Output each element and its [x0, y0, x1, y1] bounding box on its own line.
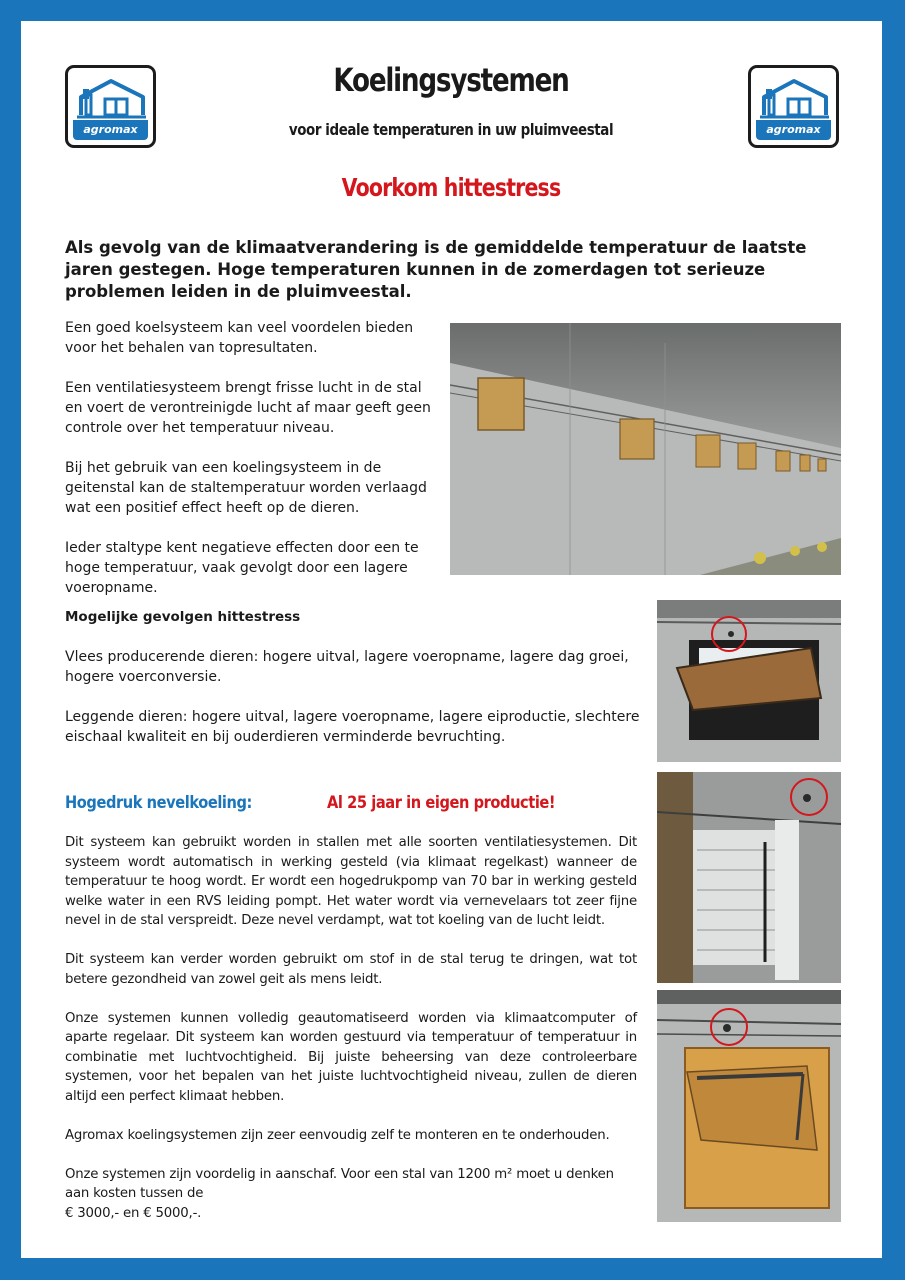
consequences-heading: Mogelijke gevolgen hittestress: [65, 609, 301, 625]
consequences-paragraph: Leggende dieren: hogere uitval, lagere voeropname, lagere eiproductie, slechtere eischaal kwaliteit en bij ouderdieren verminderde bevruchting.: [65, 709, 640, 745]
misting-tagline: Al 25 jaar in eigen productie!: [327, 793, 556, 813]
misting-paragraph: Onze systemen zijn voordelig in aanschaf. Voor een stal van 1200 m² moet u denken aan kosten tussen de: [65, 1166, 614, 1201]
wooden-inlet-photo: [657, 990, 841, 1222]
misting-paragraph: Agromax koelingsystemen zijn zeer eenvoudig zelf te monteren en te onderhouden.: [65, 1127, 610, 1143]
intro-paragraph: Een ventilatiesysteem brengt frisse lucht in de stal en voert de verontreinigde lucht af maar geeft geen controle over het temperatuur niveau.: [65, 380, 431, 436]
slogan: Voorkom hittestress: [341, 173, 561, 202]
misting-text: [65, 833, 637, 1243]
intro-paragraph: Ieder staltype kent negatieve effecten door een te hoge temperatuur, vaak gevolgt door een lagere voeropname.: [65, 540, 419, 596]
misting-heading: Hogedruk nevelkoeling:: [65, 793, 252, 813]
barn-icon: [758, 75, 831, 123]
air-inlet-photo: [657, 600, 841, 762]
price-range: € 3000,- en € 5000,-.: [65, 1205, 202, 1221]
brochure-page: [21, 21, 882, 1258]
intro-paragraph: Een goed koelsysteem kan veel voordelen bieden voor het behalen van topresultaten.: [65, 320, 414, 356]
consequences-text: [65, 647, 650, 767]
page-subtitle: voor ideale temperaturen in uw pluimveestal: [288, 120, 614, 139]
consequences-paragraph: Vlees producerende dieren: hogere uitval, lagere voeropname, lagere dag groei, hogere voerconversie.: [65, 649, 629, 685]
misting-paragraph: Onze systemen kunnen volledig geautomatiseerd worden via klimaatcomputer of aparte regelaar. Dit systeem kan worden gestuurd via temperatuur of temperatuur in combinatie met luchtvochtigheid. Bij juiste beheersing van deze controleerbare systemen, voor het bepalen van het juiste luchtvochtigheid niveau, zullen de dieren altijd een perfect klimaat hebben.: [65, 1010, 637, 1104]
louvre-inlet-photo: [657, 772, 841, 983]
agromax-logo-right: [748, 65, 839, 148]
barn-icon: [75, 75, 148, 123]
agromax-logo-left: [65, 65, 156, 148]
intro-text: [65, 318, 437, 618]
page-title: Koelingsystemen: [333, 61, 569, 99]
misting-paragraph: Dit systeem kan verder worden gebruikt om stof in de stal terug te dringen, wat tot betere gezondheid van zowel geit als mens leidt.: [65, 952, 637, 987]
misting-paragraph: Dit systeem kan gebruikt worden in stallen met alle soorten ventilatiesystemen. Dit systeem wordt automatisch in werking gesteld (via klimaat regelkast) wanneer de temperatuur te hoog wordt. Er wordt een hogedrukpomp van 70 bar in werking gesteld welke water in een RVS leiding pompt. Het water wordt via vernevelaars tot zeer fijne nevel in de stal verspreidt. Deze nevel verdampt, wat tot koeling van de lucht leidt.: [65, 835, 637, 928]
logo-label: agromax: [756, 120, 831, 140]
intro-paragraph: Bij het gebruik van een koelingsysteem in de geitenstal kan de staltemperatuur worden verlaagd wat een positief effect heeft op de dieren.: [65, 460, 427, 516]
stable-wall-photo: [450, 323, 841, 575]
logo-label: agromax: [73, 120, 148, 140]
lead-paragraph: Als gevolg van de klimaatverandering is de gemiddelde temperatuur de laatste jaren gestegen. Hoge temperaturen kunnen in de zomerdagen tot serieuze problemen leiden in de pluimveestal.: [65, 238, 807, 301]
